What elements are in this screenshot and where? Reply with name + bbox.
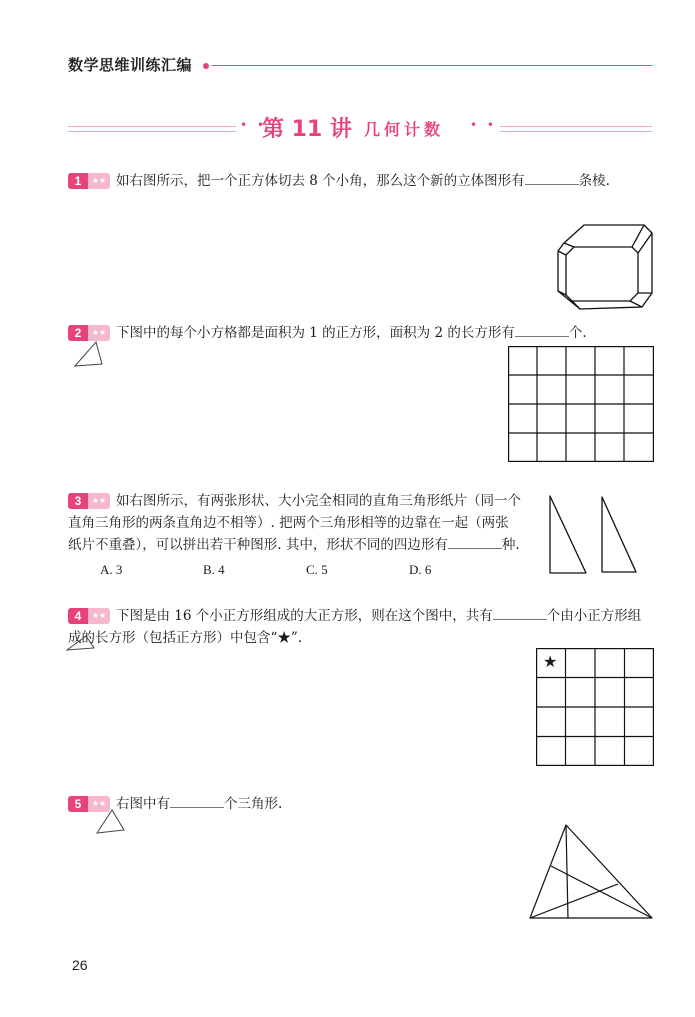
difficulty-stars: ★★ bbox=[88, 325, 110, 341]
star-cell-marker: ★ bbox=[543, 652, 558, 671]
question-text-4-line-2: 成的长方形（包括正方形）中包含“★”. bbox=[68, 630, 303, 646]
answer-blank-4[interactable] bbox=[493, 607, 547, 620]
chapter-number: 第 11 讲 bbox=[262, 117, 352, 142]
chapter-name: 几何计数 bbox=[364, 120, 445, 139]
difficulty-stars: ★★ bbox=[88, 796, 110, 812]
option-a[interactable]: A. 3 bbox=[100, 562, 123, 577]
chapter-rule-right bbox=[500, 126, 652, 132]
question-badge-2: 2 ★★ bbox=[68, 325, 110, 341]
pencil-mark-icon bbox=[72, 338, 106, 370]
page-number: 26 bbox=[72, 957, 88, 973]
difficulty-stars: ★★ bbox=[88, 493, 110, 509]
header-rule bbox=[212, 65, 652, 66]
chapter-dots-left: • • bbox=[240, 118, 267, 132]
answer-blank-3[interactable] bbox=[448, 536, 502, 549]
answer-blank-2[interactable] bbox=[515, 324, 569, 337]
question-text-2: 下图中的每个小方格都是面积为 1 的正方形，面积为 2 的长方形有 个. bbox=[116, 325, 587, 341]
header-dot bbox=[203, 63, 209, 69]
answer-options-3 bbox=[100, 559, 512, 578]
truncated-cube-figure bbox=[556, 221, 656, 316]
question-text-4-line-1: 下图是由 16 个小正方形组成的大正方形，则在这个图中，共有 个由小正方形组 bbox=[116, 608, 642, 624]
question-badge-4: 4 ★★ bbox=[68, 608, 110, 624]
chapter-rule-left bbox=[68, 126, 236, 132]
book-title: 数学思维训练汇编 bbox=[68, 56, 193, 74]
question-text-3-line-3: 纸片不重叠），可以拼出若干种图形. 其中，形状不同的四边形有 种. bbox=[68, 537, 520, 553]
question-badge-1: 1 ★★ bbox=[68, 173, 110, 189]
answer-blank-1[interactable] bbox=[525, 172, 579, 185]
difficulty-stars: ★★ bbox=[88, 608, 110, 624]
answer-blank-5[interactable] bbox=[170, 795, 224, 808]
option-b[interactable]: B. 4 bbox=[203, 562, 225, 577]
grid-5x4-figure bbox=[508, 346, 654, 462]
option-c[interactable]: C. 5 bbox=[306, 562, 328, 577]
chapter-dots-right: • • bbox=[470, 118, 497, 132]
option-d[interactable]: D. 6 bbox=[409, 562, 432, 577]
question-badge-3: 3 ★★ bbox=[68, 493, 110, 509]
pencil-mark-icon bbox=[64, 628, 98, 654]
question-text-5: 右图中有 个三角形. bbox=[116, 796, 283, 812]
two-right-triangles-figure bbox=[548, 494, 640, 576]
question-text-3-line-1: 如右图所示，有两张形状、大小完全相同的直角三角形纸片（同一个 bbox=[116, 493, 521, 509]
question-text-3-line-2: 直角三角形的两条直角边不相等）. 把两个三角形相等的边靠在一起（两张 bbox=[68, 515, 509, 531]
triangle-count-figure bbox=[528, 822, 656, 920]
question-text-1: 如右图所示，把一个正方体切去 8 个小角，那么这个新的立体图形有 条棱. bbox=[116, 173, 610, 189]
difficulty-stars: ★★ bbox=[88, 173, 110, 189]
question-badge-5: 5 ★★ bbox=[68, 796, 110, 812]
pencil-mark-icon bbox=[94, 806, 128, 836]
